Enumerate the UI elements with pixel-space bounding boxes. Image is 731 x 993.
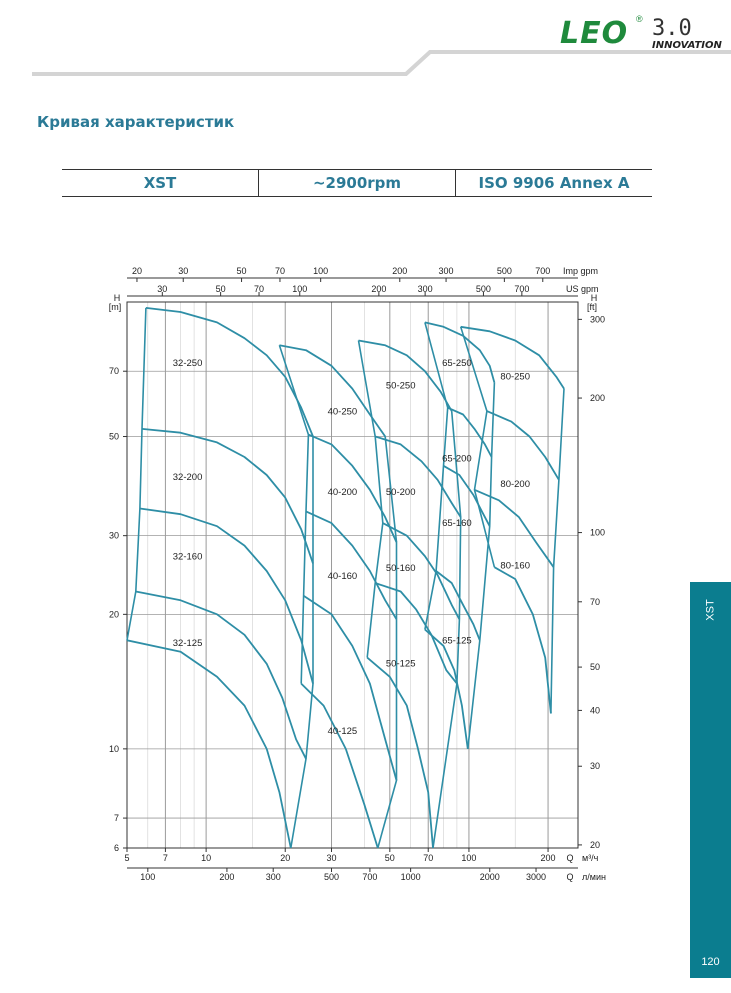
y-right-tick-label: 30	[590, 761, 601, 772]
curve-65-125	[436, 571, 480, 640]
curve-50-125min	[367, 658, 433, 848]
x-tick-label: 100	[461, 853, 477, 863]
x-us-tick-label: 700	[514, 284, 530, 294]
y-right-tick-label: 200	[590, 393, 606, 404]
curve-50-200	[375, 437, 461, 518]
side-tab-label: XST	[704, 599, 717, 621]
family-boundary	[551, 389, 564, 714]
y-axis-label-right: H	[590, 293, 598, 303]
page-number: 120	[701, 956, 720, 968]
curve-65-250	[425, 322, 495, 382]
family-boundary	[433, 411, 461, 848]
family-boundary	[359, 341, 383, 658]
x-us-tick-label: 500	[475, 284, 491, 294]
x-us-tick-label: 70	[254, 284, 265, 294]
x-axis-unit: м³/ч	[582, 853, 599, 863]
x-tick-label: 20	[280, 853, 291, 863]
pump-curve-chart	[0, 255, 640, 895]
curve-65-160	[444, 466, 490, 526]
curve-32-125min	[127, 637, 291, 848]
curve-label: 40-160	[327, 570, 358, 582]
y-right-tick-label: 20	[590, 839, 601, 850]
curve-label: 32-160	[172, 551, 203, 563]
x-lpm-tick-label: 300	[265, 872, 281, 882]
x-tick-label: 200	[540, 853, 556, 863]
curve-label: 80-250	[500, 371, 531, 383]
x-imp-tick-label: 30	[178, 266, 189, 276]
y-axis-unit-right: [ft]	[586, 302, 598, 312]
registered-mark-icon: ®	[636, 14, 643, 24]
curve-label: 65-200	[442, 453, 472, 465]
curve-label: 50-200	[385, 486, 416, 498]
x-lpm-tick-label: 2000	[479, 872, 500, 882]
curve-label: 40-250	[327, 406, 358, 418]
x-lpm-axis-unit: л/мин	[582, 872, 606, 882]
curve-label: 32-250	[172, 357, 203, 369]
brand-logo	[560, 14, 720, 58]
page-title: Кривая характеристик	[37, 113, 235, 131]
x-us-axis-unit: US gpm	[566, 284, 599, 294]
x-lpm-tick-label: 200	[219, 872, 235, 882]
x-tick-label: 10	[201, 853, 212, 863]
x-tick-label: 70	[423, 853, 434, 863]
curve-label: 50-160	[385, 563, 416, 575]
x-us-tick-label: 100	[292, 284, 308, 294]
curve-label: 32-200	[172, 471, 203, 483]
y-tick-label: 10	[108, 743, 119, 754]
x-lpm-tick-label: 500	[323, 872, 340, 882]
curve-label: 50-125	[385, 658, 416, 670]
x-us-tick-label: 30	[157, 284, 168, 294]
x-tick-label: 5	[124, 853, 130, 863]
curve-32-125	[136, 592, 306, 759]
x-imp-tick-label: 300	[438, 266, 454, 276]
x-imp-tick-label: 500	[496, 266, 512, 276]
y-right-tick-label: 100	[590, 527, 606, 538]
curve-label: 40-200	[327, 486, 358, 498]
curve-32-200	[142, 429, 313, 564]
y-axis-unit-left: [m]	[108, 302, 122, 312]
spec-speed: ~2900rpm	[258, 170, 455, 196]
brand-name: LEO	[560, 16, 629, 51]
x-imp-tick-label: 700	[535, 266, 551, 276]
family-boundary	[127, 308, 146, 640]
x-imp-tick-label: 70	[274, 266, 285, 276]
x-us-tick-label: 50	[215, 284, 226, 294]
curve-40-125	[304, 596, 397, 781]
y-tick-label: 6	[113, 843, 119, 853]
y-axis-label-left: H	[113, 293, 121, 303]
curve-50-250	[359, 341, 452, 412]
x-imp-tick-label: 100	[313, 266, 329, 276]
curve-label: 32-125	[172, 637, 203, 649]
y-tick-label: 30	[108, 530, 119, 541]
x-lpm-axis-label: Q	[566, 872, 574, 882]
curve-label: 80-160	[500, 560, 531, 572]
x-imp-tick-label: 200	[392, 266, 408, 276]
x-lpm-tick-label: 1000	[400, 872, 421, 882]
y-right-tick-label: 70	[590, 596, 601, 607]
y-tick-label: 20	[108, 609, 119, 620]
x-imp-axis-unit: Imp gpm	[563, 266, 599, 276]
curve-label: 65-125	[442, 635, 472, 647]
curve-label: 40-125	[327, 725, 358, 737]
y-tick-label: 70	[108, 366, 119, 377]
x-lpm-tick-label: 100	[140, 872, 156, 882]
y-tick-label: 7	[113, 813, 119, 824]
curve-label: 50-250	[385, 380, 416, 392]
curve-label: 65-160	[442, 518, 472, 530]
y-tick-label: 50	[108, 431, 119, 442]
curve-80-160min	[494, 567, 551, 713]
spec-bar	[62, 169, 652, 197]
x-tick-label: 50	[384, 853, 395, 863]
x-axis-label: Q	[566, 853, 574, 863]
side-tab	[690, 582, 731, 978]
curve-label: 65-250	[442, 357, 472, 369]
x-tick-label: 30	[326, 853, 337, 863]
x-lpm-tick-label: 3000	[526, 872, 547, 882]
x-tick-label: 7	[162, 853, 168, 863]
spec-series: XST	[143, 174, 177, 192]
curve-40-250	[279, 345, 385, 436]
curve-65-125min	[425, 630, 468, 749]
y-right-tick-label: 40	[590, 705, 601, 716]
curve-40-125min	[301, 684, 378, 848]
brand-tagline: INNOVATION	[652, 40, 722, 51]
x-imp-tick-label: 50	[236, 266, 247, 276]
x-us-tick-label: 200	[371, 284, 387, 294]
y-right-tick-label: 50	[590, 662, 601, 673]
curve-label: 80-200	[500, 479, 531, 491]
brand-version: 3.0	[652, 16, 692, 41]
spec-standard: ISO 9906 Annex A	[455, 170, 652, 196]
x-lpm-tick-label: 700	[362, 872, 378, 882]
x-imp-tick-label: 20	[131, 266, 142, 276]
y-right-tick-label: 300	[590, 314, 606, 325]
x-us-tick-label: 300	[417, 284, 433, 294]
